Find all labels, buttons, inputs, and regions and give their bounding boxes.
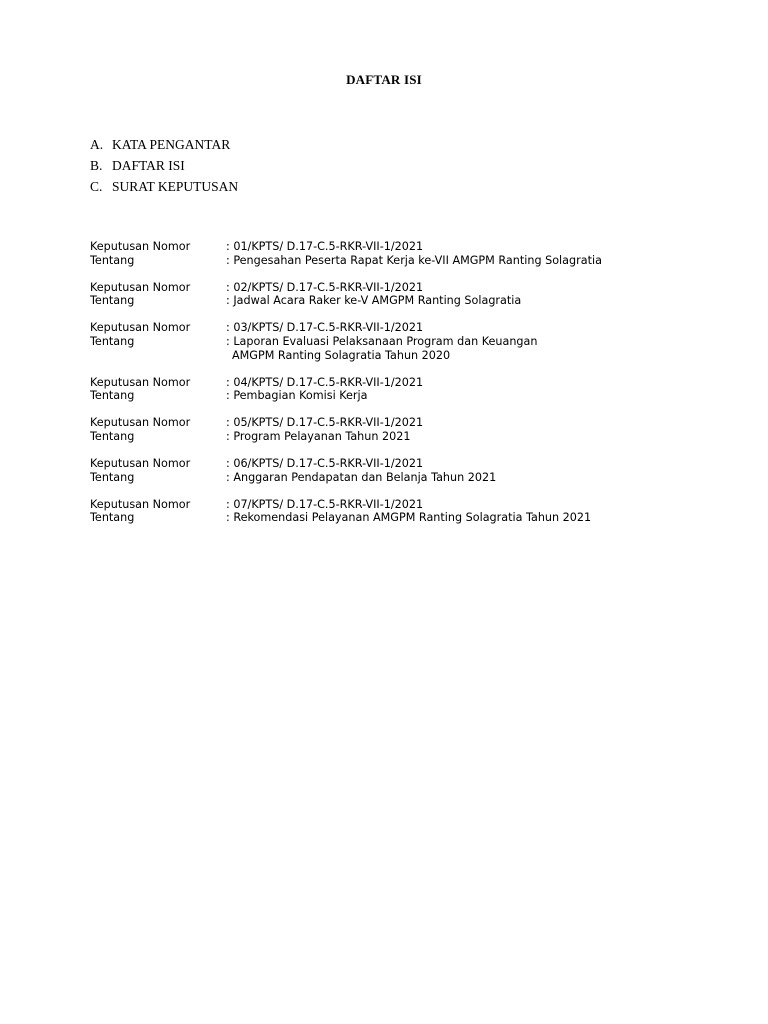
decree-subject-row: [90, 511, 602, 525]
decree-number-row: [90, 376, 602, 390]
decree-entry: [90, 457, 602, 484]
table-of-contents: [90, 134, 238, 197]
decree-number-label: Keputusan Nomor: [90, 375, 191, 389]
decree-entry: [90, 281, 602, 308]
decree-subject-row: [90, 254, 602, 268]
toc-text: DAFTAR ISI: [112, 158, 185, 173]
decree-entry: [90, 240, 602, 267]
decree-subject-label: Tentang: [90, 253, 135, 267]
toc-letter: A.: [90, 137, 104, 152]
toc-item: [90, 155, 238, 176]
decree-subject-label: Tentang: [90, 334, 135, 348]
decree-number-row: [90, 321, 602, 335]
decree-number: : 04/KPTS/ D.17-C.5-RKR-VII-1/2021: [226, 375, 424, 389]
decree-subject: : Pembagian Komisi Kerja: [226, 389, 368, 403]
decree-subject-continuation: AMGPM Ranting Solagratia Tahun 2020: [232, 348, 451, 362]
decree-number-label: Keputusan Nomor: [90, 321, 191, 335]
page-title: DAFTAR ISI: [346, 72, 422, 87]
decree-subject-label: Tentang: [90, 511, 135, 525]
decree-subject-label: Tentang: [90, 294, 135, 308]
decree-subject-row: [90, 335, 602, 349]
toc-letter: B.: [90, 158, 103, 173]
decree-number-row: [90, 240, 602, 254]
decree-subject-row: [90, 471, 602, 485]
toc-text: KATA PENGANTAR: [112, 137, 231, 152]
decree-number-row: [90, 281, 602, 295]
decree-entry: [90, 498, 602, 525]
decree-number: : 03/KPTS/ D.17-C.5-RKR-VII-1/2021: [226, 321, 424, 335]
decree-number-row: [90, 457, 602, 471]
decree-list: [90, 240, 602, 538]
decree-number-row: [90, 416, 602, 430]
decree-number-label: Keputusan Nomor: [90, 240, 191, 253]
decree-subject: : Pengesahan Peserta Rapat Kerja ke-VII AMGPM Ranting Solagratia: [226, 253, 602, 267]
decree-subject-row: [90, 294, 602, 308]
decree-subject: : Jadwal Acara Raker ke-V AMGPM Ranting Solagratia: [226, 294, 522, 308]
decree-subject: : Laporan Evaluasi Pelaksanaan Program dan Keuangan: [226, 334, 538, 348]
toc-text: SURAT KEPUTUSAN: [112, 179, 239, 194]
decree-subject-row: [90, 430, 602, 444]
decree-number: : 01/KPTS/ D.17-C.5-RKR-VII-1/2021: [226, 240, 424, 253]
decree-subject: : Anggaran Pendapatan dan Belanja Tahun 2021: [226, 470, 497, 484]
decree-number: : 05/KPTS/ D.17-C.5-RKR-VII-1/2021: [226, 416, 424, 430]
toc-letter: C.: [90, 179, 103, 194]
decree-number: : 06/KPTS/ D.17-C.5-RKR-VII-1/2021: [226, 457, 424, 471]
decree-subject-label: Tentang: [90, 389, 135, 403]
decree-number-row: [90, 498, 602, 512]
decree-entry: [90, 416, 602, 443]
decree-subject: : Rekomendasi Pelayanan AMGPM Ranting Solagratia Tahun 2021: [226, 511, 592, 525]
decree-subject-row: [90, 389, 602, 403]
decree-number-label: Keputusan Nomor: [90, 457, 191, 471]
decree-entry: [90, 321, 602, 362]
decree-subject: : Program Pelayanan Tahun 2021: [226, 429, 411, 443]
decree-number-label: Keputusan Nomor: [90, 416, 191, 430]
decree-number-label: Keputusan Nomor: [90, 280, 191, 294]
decree-subject-label: Tentang: [90, 429, 135, 443]
decree-entry: [90, 376, 602, 403]
toc-item: [90, 134, 238, 155]
decree-number: : 02/KPTS/ D.17-C.5-RKR-VII-1/2021: [226, 280, 424, 294]
decree-number: : 07/KPTS/ D.17-C.5-RKR-VII-1/2021: [226, 497, 424, 511]
toc-item: [90, 176, 238, 197]
decree-subject-label: Tentang: [90, 470, 135, 484]
decree-number-label: Keputusan Nomor: [90, 497, 191, 511]
